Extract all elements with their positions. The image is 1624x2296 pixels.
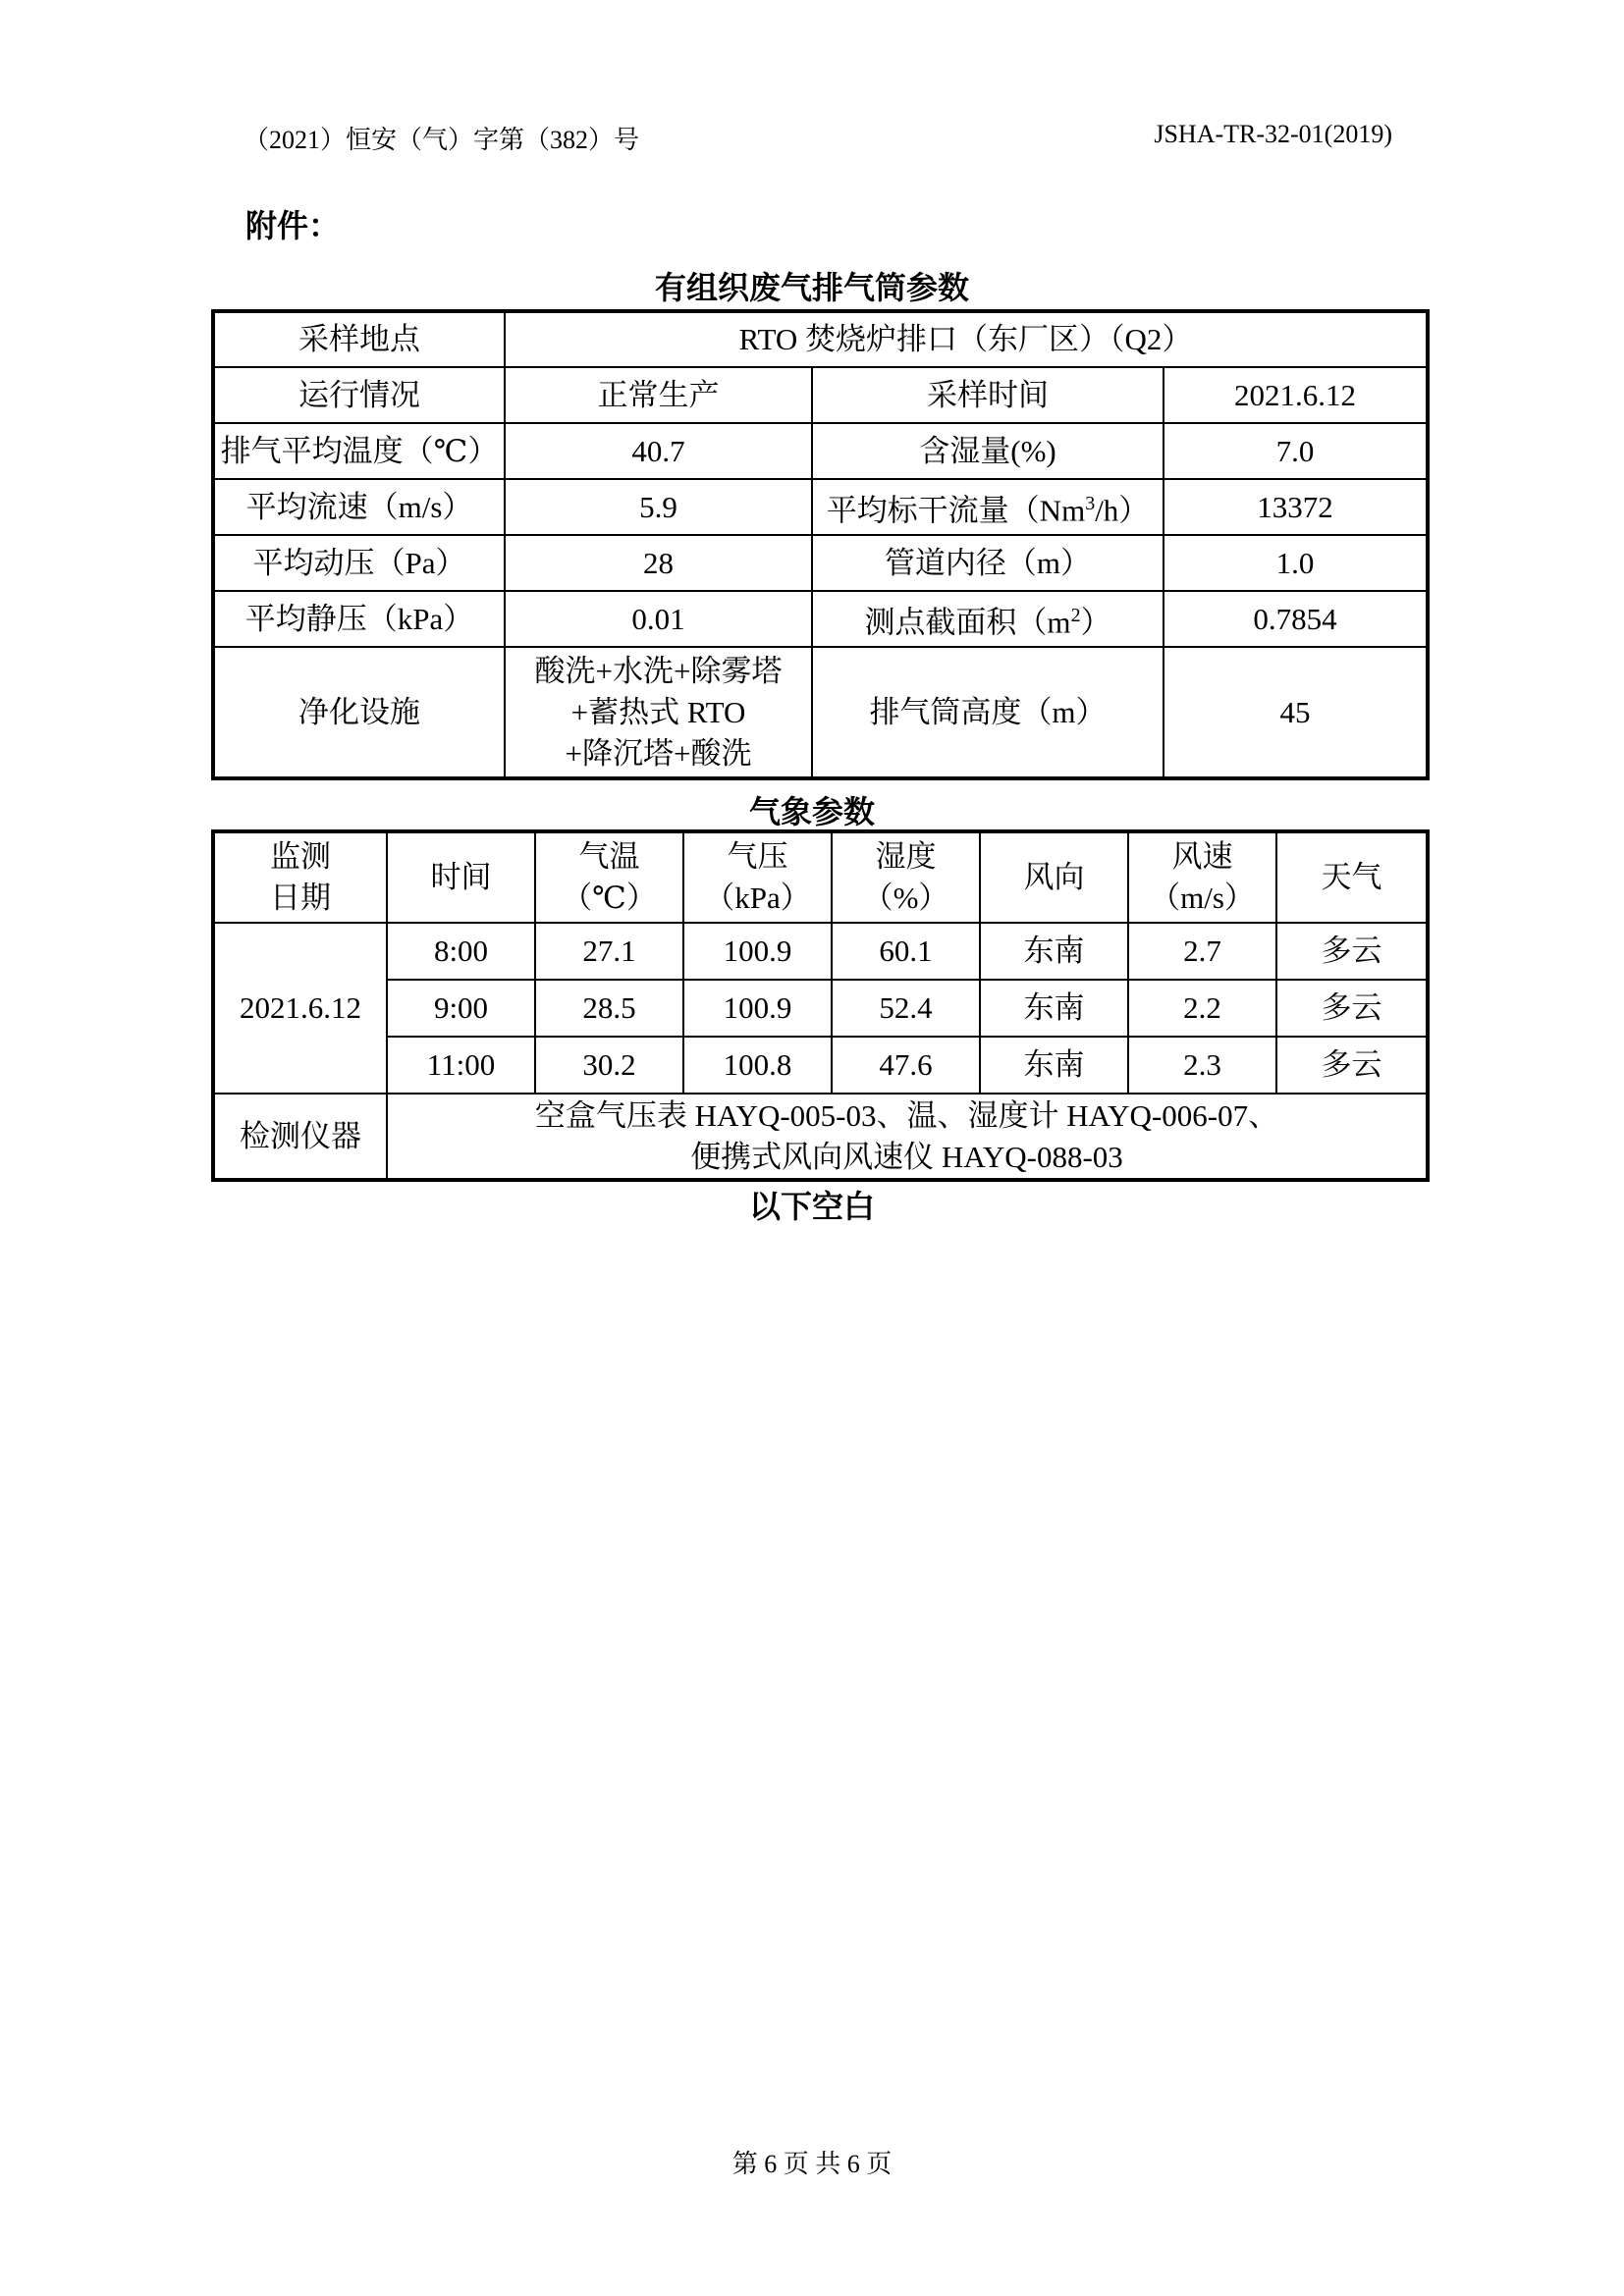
purification-label: 净化设施 (213, 647, 505, 778)
wind-direction-cell: 东南 (980, 1037, 1128, 1094)
moisture-label: 含湿量(%) (812, 423, 1164, 479)
moisture-value: 7.0 (1164, 423, 1428, 479)
avg-temp-value: 40.7 (505, 423, 812, 479)
document-code: JSHA-TR-32-01(2019) (1154, 120, 1392, 148)
stack-parameters-table (211, 309, 1430, 780)
static-pressure-label: 平均静压（kPa） (213, 591, 505, 647)
header-wind-direction: 风向 (980, 831, 1128, 923)
header-weather: 天气 (1276, 831, 1428, 923)
time-cell: 8:00 (387, 923, 535, 980)
wind-direction-cell: 东南 (980, 980, 1128, 1037)
std-flow-value: 13372 (1164, 479, 1428, 535)
pipe-diameter-label: 管道内径（m） (812, 535, 1164, 591)
operation-value: 正常生产 (505, 367, 812, 423)
section-area-value: 0.7854 (1164, 591, 1428, 647)
header-wind-speed: 风速 （m/s） (1128, 831, 1276, 923)
stack-height-value: 45 (1164, 647, 1428, 778)
humidity-cell: 60.1 (832, 923, 980, 980)
table-row (213, 1037, 1428, 1094)
stack-height-label: 排气筒高度（m） (812, 647, 1164, 778)
header-pressure: 气压 （kPa） (683, 831, 832, 923)
weather-cell: 多云 (1276, 923, 1428, 980)
page-number: 第 6 页 共 6 页 (731, 2150, 893, 2178)
humidity-cell: 52.4 (832, 980, 980, 1037)
humidity-cell: 47.6 (832, 1037, 980, 1094)
sampling-site-value: RTO 焚烧炉排口（东厂区）（Q2） (505, 311, 1428, 367)
dyn-pressure-label: 平均动压（Pa） (213, 535, 505, 591)
weather-table-title: 气象参数 (748, 793, 875, 830)
avg-velocity-value: 5.9 (505, 479, 812, 535)
static-pressure-value: 0.01 (505, 591, 812, 647)
weather-cell: 多云 (1276, 980, 1428, 1037)
table-row (213, 923, 1428, 980)
time-cell: 11:00 (387, 1037, 535, 1094)
report-number: （2021）恒安（气）字第（382）号 (244, 126, 640, 154)
avg-velocity-label: 平均流速（m/s） (213, 479, 505, 535)
sampling-site-label: 采样地点 (213, 311, 505, 367)
instrument-label: 检测仪器 (213, 1094, 387, 1180)
wind-speed-cell: 2.7 (1128, 923, 1276, 980)
header-temp: 气温 （℃） (535, 831, 683, 923)
wind-speed-cell: 2.3 (1128, 1037, 1276, 1094)
sampling-time-value: 2021.6.12 (1164, 367, 1428, 423)
header-time: 时间 (387, 831, 535, 923)
pressure-cell: 100.9 (683, 980, 832, 1037)
purification-value: 酸洗+水洗+除雾塔 +蓄热式 RTO +降沉塔+酸洗 (505, 647, 812, 778)
time-cell: 9:00 (387, 980, 535, 1037)
sampling-time-label: 采样时间 (812, 367, 1164, 423)
weather-parameters-table (211, 829, 1430, 1182)
pressure-cell: 100.8 (683, 1037, 832, 1094)
std-flow-label: 平均标干流量（Nm$^3$/h） (812, 479, 1164, 535)
pipe-diameter-value: 1.0 (1164, 535, 1428, 591)
header-humidity: 湿度 （%） (832, 831, 980, 923)
instrument-value: 空盒气压表 HAYQ-005-03、温、湿度计 HAYQ-006-07、 便携式风向风速仪 HAYQ-088-03 (387, 1094, 1428, 1180)
temp-cell: 30.2 (535, 1037, 683, 1094)
attachment-label: 附件： (245, 207, 341, 244)
pressure-cell: 100.9 (683, 923, 832, 980)
operation-label: 运行情况 (213, 367, 505, 423)
monitor-date: 2021.6.12 (213, 923, 387, 1094)
wind-direction-cell: 东南 (980, 923, 1128, 980)
avg-temp-label: 排气平均温度（℃） (213, 423, 505, 479)
stack-table-title: 有组织废气排气筒参数 (654, 269, 969, 306)
section-area-label: 测点截面积$(m^2)$ (812, 591, 1164, 647)
temp-cell: 28.5 (535, 980, 683, 1037)
weather-cell: 多云 (1276, 1037, 1428, 1094)
dyn-pressure-value: 28 (505, 535, 812, 591)
wind-speed-cell: 2.2 (1128, 980, 1276, 1037)
table-row (213, 980, 1428, 1037)
header-date: 监测 日期 (213, 831, 387, 923)
temp-cell: 27.1 (535, 923, 683, 980)
blank-note: 以下空白 (748, 1188, 875, 1225)
